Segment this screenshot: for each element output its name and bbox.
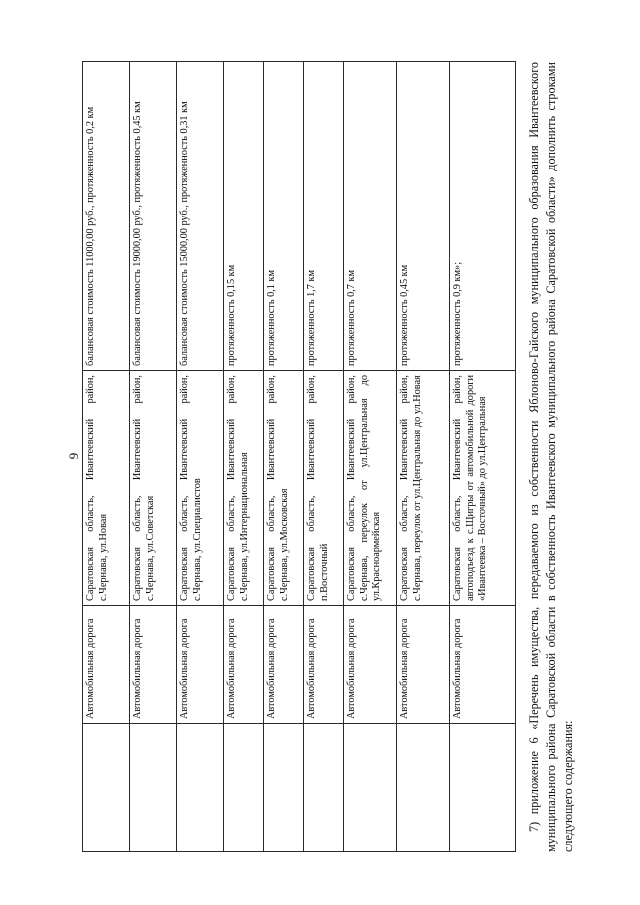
table-cell-address: Саратовская область, Ивантеевский район, с.Чернава, переулок от ул.Центральная до ул.Красноармейская bbox=[344, 371, 397, 606]
table-cell-characteristics: балансовая стоимость 19000,00 руб., протяженность 0,45 км bbox=[130, 62, 177, 371]
table-cell-address: Саратовская область, Ивантеевский район, с.Чернава, ул.Советская bbox=[130, 371, 177, 606]
table-cell-num bbox=[83, 724, 130, 852]
table-cell-address: Саратовская область, Ивантеевский район, с.Чернава, ул.Новая bbox=[83, 371, 130, 606]
table-row bbox=[264, 62, 304, 852]
table-cell-characteristics: протяженность 0,1 км bbox=[264, 62, 304, 371]
table-row bbox=[344, 62, 397, 852]
table-cell-address: Саратовская область, Ивантеевский район, п.Восточный bbox=[304, 371, 344, 606]
table-cell-characteristics: балансовая стоимость 15000,00 руб., протяженность 0,31 км bbox=[177, 62, 224, 371]
amendment-text: 7) приложение 6 «Перечень имущества, передаваемого из собственности Яблоново-Гайского муниципального образования Ивантеевского муниципального района Саратовской области в собственность Ивантеевского муниципального района Саратовской области» дополнить строками следующего содержания: bbox=[527, 62, 575, 852]
table-row bbox=[304, 62, 344, 852]
page-number: 9 bbox=[66, 452, 81, 460]
amendment-paragraph bbox=[526, 62, 577, 852]
table-cell-characteristics: протяженность 0,15 км bbox=[224, 62, 264, 371]
table-cell-address: Саратовская область, Ивантеевский район, автоподъезд к с.Щигры от автомобильной дороги «Ивантеевка – Восточный» до ул.Центральная bbox=[450, 371, 516, 606]
table-row bbox=[177, 62, 224, 852]
table-cell-characteristics: протяженность 1,7 км bbox=[304, 62, 344, 371]
table-cell-address: Саратовская область, Ивантеевский район, с.Чернава, переулок от ул.Центральная до ул.Новая bbox=[397, 371, 450, 606]
table-row bbox=[397, 62, 450, 852]
table-cell-num bbox=[224, 724, 264, 852]
table-cell-type: Автомобильная дорога bbox=[344, 606, 397, 724]
table-cell-num bbox=[397, 724, 450, 852]
table-cell-num bbox=[450, 724, 516, 852]
table-cell-type: Автомобильная дорога bbox=[264, 606, 304, 724]
table-cell-characteristics: протяженность 0,9 км»; bbox=[450, 62, 516, 371]
table-cell-address: Саратовская область, Ивантеевский район, с.Чернава, ул.Интернациональная bbox=[224, 371, 264, 606]
table-row bbox=[130, 62, 177, 852]
property-table-body bbox=[83, 62, 516, 852]
table-row bbox=[224, 62, 264, 852]
rotated-content bbox=[82, 62, 582, 852]
table-cell-type: Автомобильная дорога bbox=[304, 606, 344, 724]
table-cell-characteristics: балансовая стоимость 11000,00 руб., протяженность 0,2 км bbox=[83, 62, 130, 371]
table-cell-num bbox=[264, 724, 304, 852]
table-cell-type: Автомобильная дорога bbox=[130, 606, 177, 724]
table-cell-address: Саратовская область, Ивантеевский район, с.Чернава, ул.Московская bbox=[264, 371, 304, 606]
table-cell-num bbox=[177, 724, 224, 852]
table-cell-type: Автомобильная дорога bbox=[397, 606, 450, 724]
table-cell-num bbox=[344, 724, 397, 852]
table-cell-address: Саратовская область, Ивантеевский район, с.Чернава, ул.Специалистов bbox=[177, 371, 224, 606]
table-cell-num bbox=[130, 724, 177, 852]
table-cell-type: Автомобильная дорога bbox=[450, 606, 516, 724]
table-cell-characteristics: протяженность 0,45 км bbox=[397, 62, 450, 371]
table-cell-type: Автомобильная дорога bbox=[177, 606, 224, 724]
table-cell-num bbox=[304, 724, 344, 852]
table-cell-type: Автомобильная дорога bbox=[224, 606, 264, 724]
table-row bbox=[83, 62, 130, 852]
property-table bbox=[82, 61, 516, 852]
table-cell-type: Автомобильная дорога bbox=[83, 606, 130, 724]
table-cell-characteristics: протяженность 0,7 км bbox=[344, 62, 397, 371]
table-row bbox=[450, 62, 516, 852]
